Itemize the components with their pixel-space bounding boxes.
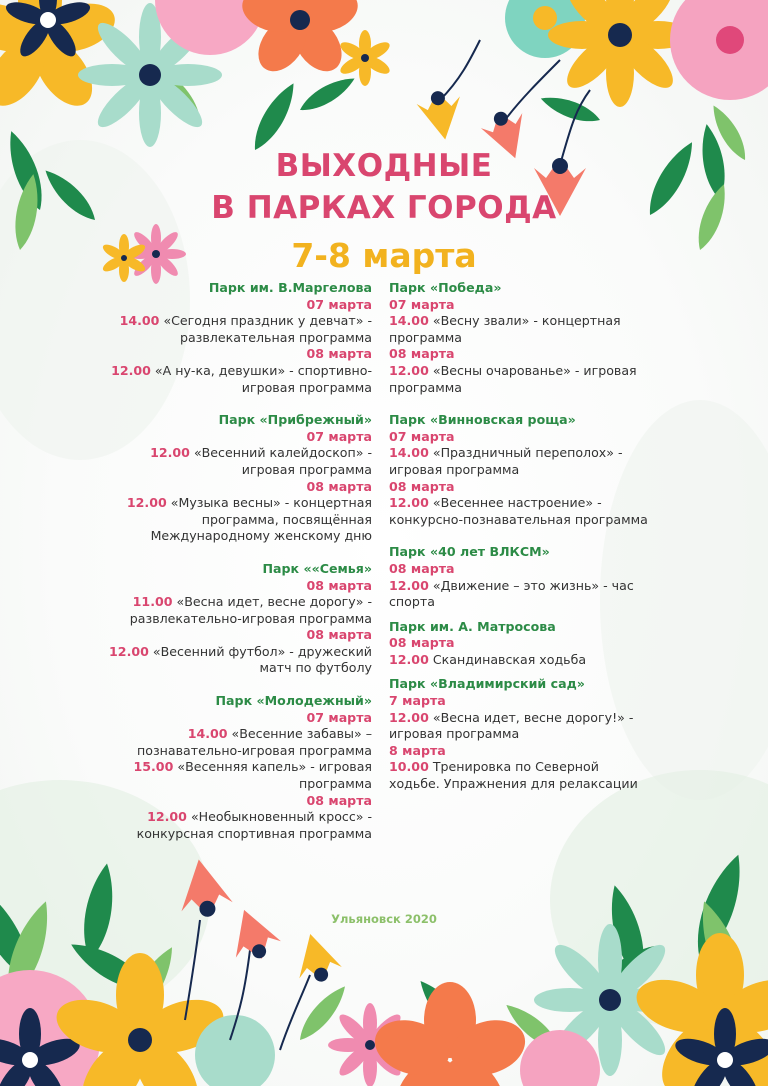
event — [100, 495, 372, 545]
event-date: 8 марта — [389, 742, 446, 758]
park-name: Парк «Молодежный» — [215, 693, 372, 709]
title-line-1: ВЫХОДНЫЕ — [275, 148, 493, 184]
event — [389, 495, 649, 528]
event-text: «Весеннее настроение» - конкурсно-познавательная программа — [389, 495, 648, 527]
event — [100, 809, 372, 842]
event-date: 07 марта — [389, 428, 455, 444]
stem — [280, 975, 310, 1050]
event-text: «Весна идет, весне дорогу» - развлекательно-игровая программа — [129, 594, 372, 626]
leaf — [296, 71, 359, 117]
park-section — [389, 280, 649, 396]
leaf — [538, 91, 603, 128]
event-time: 12.00 — [147, 809, 187, 825]
event-time: 11.00 — [132, 594, 173, 610]
right-column — [389, 280, 649, 793]
event-text: «Сегодня праздник у девчат» - развлекательная программа — [163, 313, 372, 345]
event-date: 07 марта — [306, 296, 372, 312]
flower-small-yellow — [338, 30, 392, 86]
event-text: Скандинавская ходьба — [432, 651, 587, 667]
park-name: Парк «Победа» — [389, 280, 502, 295]
event-date: 08 марта — [306, 346, 372, 362]
event — [389, 652, 649, 669]
event-time: 12.00 — [389, 495, 429, 511]
event — [100, 445, 372, 478]
event-time: 12.00 — [389, 709, 429, 725]
title-line-2: В ПАРКАХ ГОРОДА — [211, 190, 557, 226]
park-section — [100, 561, 372, 677]
event — [100, 726, 372, 759]
park-name: Парк им. А. Матросова — [389, 618, 556, 634]
event-time: 10.00 — [389, 759, 429, 775]
event — [100, 594, 372, 627]
event-time: 12.00 — [111, 362, 151, 378]
event-date: 08 марта — [306, 577, 372, 593]
event — [389, 363, 649, 396]
event-time: 14.00 — [119, 313, 160, 329]
park-name: Парк «40 лет ВЛКСМ» — [389, 544, 550, 560]
event — [389, 578, 649, 611]
event-date: 7 марта — [389, 693, 446, 709]
event-time: 12.00 — [389, 651, 429, 667]
event-text: «А ну-ка, девушки» - спортивно-игровая программа — [154, 362, 372, 395]
event-time: 12.00 — [109, 643, 149, 659]
stem — [505, 60, 560, 120]
event-date: 08 марта — [389, 478, 455, 494]
park-section — [389, 676, 649, 792]
event-time: 12.00 — [150, 445, 190, 461]
event-date: 07 марта — [306, 428, 372, 444]
park-section — [389, 619, 649, 669]
event-text: «Движение – это жизнь» - час спорта — [389, 577, 634, 610]
event-text: «Праздничный переполох» - игровая программа — [389, 445, 623, 477]
park-name: Парк «Винновская роща» — [389, 412, 576, 428]
event-date: 07 марта — [389, 296, 455, 312]
leaf — [293, 981, 352, 1046]
event — [389, 445, 649, 478]
event-date: 07 марта — [306, 709, 372, 725]
event-time: 12.00 — [389, 362, 429, 378]
event-date: 08 марта — [306, 627, 372, 643]
event-date: 08 марта — [389, 346, 455, 362]
event-date: 08 марта — [306, 792, 372, 808]
event-time: 12.00 — [389, 577, 429, 593]
event-date: 08 марта — [306, 478, 372, 494]
event-time: 12.00 — [126, 495, 167, 511]
event-text: «Весенний калейдоскоп» - игровая программа — [193, 445, 372, 477]
event — [389, 313, 649, 346]
event-text: «Весенний футбол» - дружеский матч по футболу — [152, 643, 372, 676]
park-section — [100, 693, 372, 842]
event-text: «Музыка весны» - концертная программа, посвящённая Международному женскому дню — [150, 495, 372, 544]
event-dates: 7-8 марта — [291, 236, 477, 275]
park-section — [389, 544, 649, 610]
bell-flower — [289, 928, 344, 987]
leaf — [246, 78, 302, 155]
event-text: «Необыкновенный кросс» - конкурсная спортивная программа — [136, 809, 372, 841]
event-time: 14.00 — [187, 726, 228, 742]
bell-flower — [415, 87, 467, 143]
event-text: «Весенняя капель» - игровая программа — [177, 759, 372, 792]
event-text: «Весенние забавы» – познавательно-игровая программа — [137, 726, 372, 758]
event-time: 15.00 — [133, 759, 174, 775]
event-text: «Весну звали» - концертная программа — [389, 313, 621, 345]
event — [389, 759, 649, 792]
event — [100, 363, 372, 396]
event — [100, 759, 372, 792]
park-section — [100, 280, 372, 396]
event — [100, 313, 372, 346]
park-name: Парк «Владимирский сад» — [389, 676, 585, 692]
event-date: 08 марта — [389, 635, 455, 651]
event-text: «Весны очарованье» - игровая программа — [389, 362, 637, 395]
footer-city-year: Ульяновск 2020 — [331, 912, 437, 926]
event-time: 14.00 — [389, 445, 429, 461]
park-name: Парк «Прибрежный» — [218, 412, 372, 428]
park-section — [389, 412, 649, 528]
event-date: 08 марта — [389, 560, 455, 576]
event — [389, 710, 649, 743]
event-text: «Весна идет, весне дорогу!» - игровая программа — [389, 709, 634, 742]
event-text: Тренировка по Северной ходьбе. Упражнения для релаксации — [389, 759, 638, 792]
event-time: 14.00 — [389, 313, 429, 329]
flower-pink — [670, 0, 768, 100]
park-section — [100, 412, 372, 545]
left-column — [100, 280, 372, 842]
stem — [440, 40, 480, 100]
park-name: Парк ««Семья» — [262, 560, 372, 576]
park-name: Парк им. В.Маргелова — [208, 280, 372, 295]
event — [100, 644, 372, 677]
